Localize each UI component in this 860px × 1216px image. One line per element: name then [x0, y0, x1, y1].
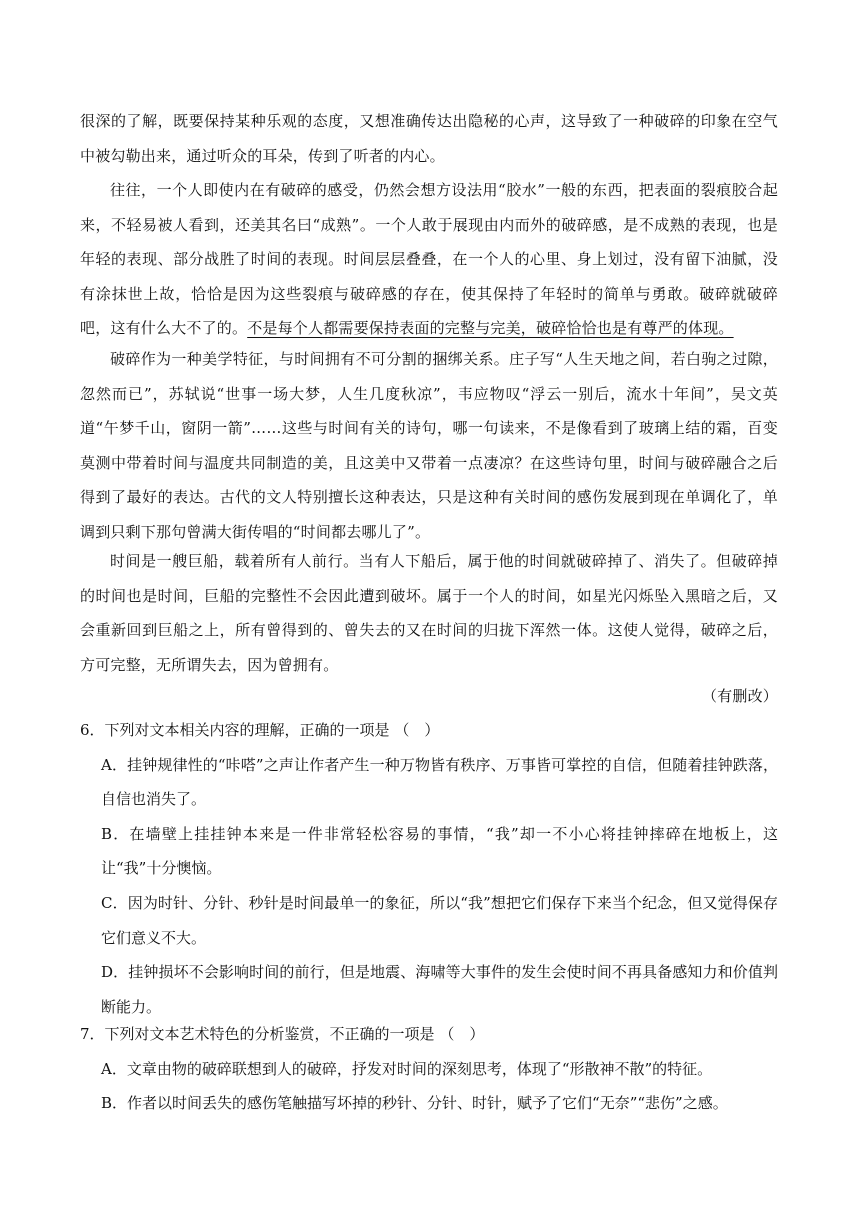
passage-text-plain: 往往，一个人即使内在有破碎的感受，仍然会想方设法用“胶水”一般的东西，把表面的裂痕胶合起来，不轻易被人看到，还美其名曰“成熟”。一个人敢于展现由内而外的破碎感，是不成熟的表现，也是年轻的表现、部分战胜了时间的表现。时间层层叠叠，在一个人的心里、身上划过，没有留下油腻，没有涂抹世上故，恰恰是因为这些裂痕与破碎感的存在，使其保持了年轻时的简单与勇敢。破碎就破碎吧，这有什么大不了的。: [80, 181, 778, 338]
passage-text: [80, 173, 778, 346]
question-stem: 7．下列对文本艺术特色的分析鉴赏，不正确的一项是 （ ）: [80, 1025, 485, 1043]
question-7: [80, 1017, 778, 1121]
passage-text: 破碎作为一种美学特征，与时间拥有不可分割的捆绑关系。庄子写“人生天地之间，若白驹之过隙，忽然而已”，苏轼说“世事一场大梦，人生几度秋凉”，韦应物叹“浮云一别后，流水十年间”，吴文英道“午梦千山，窗阴一箭”……这些与时间有关的诗句，哪一句读来，不是像看到了玻璃上结的霜，百变莫测中带着时间与温度共同制造的美，且这美中又带着一点凄凉？在这些诗句里，时间与破碎融合之后得到了最好的表达。古代的文人特别擅长这种表达，只是这种有关时间的感伤发展到现在单调化了，单调到只剩下那句曾满大街传唱的“时间都去哪儿了”。: [80, 350, 778, 541]
source-note-text: （有删改）: [701, 687, 778, 705]
passage-paragraph-3: [80, 544, 778, 682]
question-option-a: A．文章由物的破碎联想到人的破碎，抒发对时间的深刻思考，体现了“形散神不散”的特征。: [101, 1059, 713, 1078]
question-6: [80, 713, 778, 1024]
passage-paragraph-0: [80, 104, 778, 173]
underlined-sentence: 不是每个人都需要保持表面的完整与完美，破碎恰恰也是有尊严的体现。: [247, 319, 734, 338]
question-option-b: B．作者以时间丢失的感伤笔触描写坏掉的秒针、分针、时针，赋予了它们“无奈”“悲伤”之感。: [101, 1094, 728, 1113]
question-option-a: A．挂钟规律性的“咔嗒”之声让作者产生一种万物皆有秩序、万事皆可掌控的自信，但随着挂钟跌落，自信也消失了。: [101, 755, 778, 809]
passage-text: 很深的了解，既要保持某种乐观的态度，又想准确传达出隐秘的心声，这导致了一种破碎的印象在空气中被勾勒出来，通过听众的耳朵，传到了听者的内心。: [80, 112, 778, 165]
passage-text: 时间是一艘巨船，载着所有人前行。当有人下船后，属于他的时间就破碎掉了、消失了。但破碎掉的时间也是时间，巨船的完整性不会因此遭到破坏。属于一个人的时间，如星光闪烁坠入黑暗之后，又会重新回到巨船之上，所有曾得到的、曾失去的又在时间的归拢下浑然一体。这使人觉得，破碎之后，方可完整，无所谓失去，因为曾拥有。: [80, 552, 778, 674]
question-option-c: C．因为时针、分针、秒针是时间最单一的象征，所以“我”想把它们保存下来当个纪念，但又觉得保存它们意义不大。: [101, 893, 778, 947]
passage-paragraph-2: [80, 342, 778, 550]
passage-paragraph-1: [80, 173, 778, 346]
question-option-b: B．在墙壁上挂挂钟本来是一件非常轻松容易的事情，“我”却一不小心将挂钟摔碎在地板上，这让“我”十分懊恼。: [101, 824, 778, 878]
question-option-d: D．挂钟损坏不会影响时间的前行，但是地震、海啸等大事件的发生会使时间不再具备感知力和价值判断能力。: [101, 963, 778, 1016]
question-stem: 6．下列对文本相关内容的理解，正确的一项是 （ ）: [80, 721, 440, 739]
source-note: [80, 679, 778, 714]
